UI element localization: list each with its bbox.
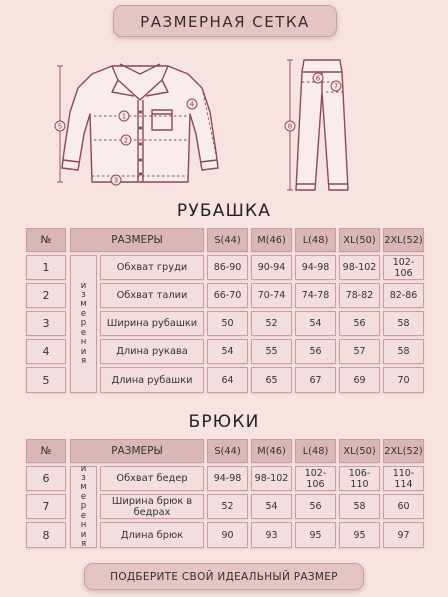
- side-label-letter: и: [80, 529, 87, 540]
- shirt-row-label: Ширина рубашки: [100, 311, 204, 336]
- shirt-cell: 98-102: [339, 255, 380, 280]
- shirt-row-label: Обхват талии: [100, 283, 204, 308]
- side-label-letter: е: [80, 308, 87, 319]
- shirt-marker-3: 3: [113, 176, 119, 185]
- pants-cell: 93: [251, 522, 292, 548]
- shirt-title: РУБАШКА: [176, 201, 272, 221]
- pants-row-no: 6: [26, 466, 66, 491]
- shirt-cell: 82-86: [383, 283, 424, 308]
- shirt-cell: 102-106: [383, 255, 424, 280]
- pants-cell: 95: [295, 522, 336, 548]
- pants-header-2xl: 2XL(52): [383, 439, 424, 463]
- pants-cell: 98-102: [251, 466, 292, 491]
- pants-row-no: 8: [26, 522, 66, 548]
- shirt-cell: 57: [339, 339, 380, 364]
- pants-cell: 52: [207, 494, 248, 519]
- side-label-letter: н: [80, 337, 87, 348]
- pants-header-s: S(44): [207, 439, 248, 463]
- side-label-letter: е: [80, 510, 87, 521]
- shirt-cell: 56: [339, 311, 380, 336]
- pants-row-label: Длина брюк: [100, 522, 204, 548]
- side-label-letter: и: [80, 463, 87, 474]
- shirt-marker-5: 5: [57, 122, 63, 131]
- page-title: РАЗМЕРНАЯ СЕТКА: [113, 5, 337, 37]
- pants-cell: 106-110: [339, 466, 380, 491]
- side-label-letter: м: [80, 299, 87, 310]
- shirt-row-label: Обхват груди: [100, 255, 204, 280]
- side-label-letter: з: [81, 290, 86, 301]
- shirt-cell: 54: [207, 339, 248, 364]
- shirt-header-xl: XL(50): [339, 228, 380, 252]
- shirt-header-no: №: [26, 228, 66, 252]
- shirt-row-label: Длина рукава: [100, 339, 204, 364]
- side-label-letter: р: [80, 501, 87, 512]
- shirt-cell: 58: [383, 339, 424, 364]
- side-label-letter: и: [80, 346, 87, 357]
- shirt-cell: 67: [295, 367, 336, 393]
- pants-row-no: 7: [26, 494, 66, 519]
- shirt-cell: 74-78: [295, 283, 336, 308]
- pants-cell: 56: [295, 494, 336, 519]
- pants-row-label: Ширина брюк в бедрах: [100, 494, 204, 519]
- side-label-letter: е: [80, 491, 87, 502]
- shirt-cell: 90-94: [251, 255, 292, 280]
- shirt-header-m: M(46): [251, 228, 292, 252]
- shirt-header-s: S(44): [207, 228, 248, 252]
- pants-header-l: L(48): [295, 439, 336, 463]
- pants-cell: 94-98: [207, 466, 248, 491]
- shirt-row-label: Длина рубашки: [100, 367, 204, 393]
- shirt-cell: 52: [251, 311, 292, 336]
- pants-header-sizes: РАЗМЕРЫ: [70, 439, 204, 463]
- pants-marker-8: 8: [287, 122, 293, 131]
- side-label-letter: е: [80, 327, 87, 338]
- shirt-row-no: 5: [26, 367, 66, 393]
- shirt-marker-2: 2: [123, 136, 129, 145]
- shirt-header-sizes: РАЗМЕРЫ: [70, 228, 204, 252]
- pants-cell: 90: [207, 522, 248, 548]
- shirt-cell: 56: [295, 339, 336, 364]
- shirt-row-no: 1: [26, 255, 66, 280]
- shirt-cell: 55: [251, 339, 292, 364]
- shirt-cell: 64: [207, 367, 248, 393]
- side-label-letter: р: [80, 318, 87, 329]
- side-label-letter: м: [80, 482, 87, 493]
- shirt-cell: 94-98: [295, 255, 336, 280]
- shirt-cell: 69: [339, 367, 380, 393]
- side-label-letter: з: [81, 473, 86, 484]
- side-label-letter: н: [80, 520, 87, 531]
- pants-header-no: №: [26, 439, 66, 463]
- pants-cell: 58: [339, 494, 380, 519]
- shirt-marker-1: 1: [121, 112, 127, 121]
- shirt-cell: 65: [251, 367, 292, 393]
- shirt-cell: 58: [383, 311, 424, 336]
- pants-side-label: [70, 463, 97, 549]
- pants-cell: 54: [251, 494, 292, 519]
- pants-cell: 60: [383, 494, 424, 519]
- shirt-illustration: [50, 52, 225, 192]
- shirt-cell: 54: [295, 311, 336, 336]
- shirt-row-no: 3: [26, 311, 66, 336]
- pants-marker-7: 7: [333, 82, 339, 91]
- pants-marker-6: 6: [315, 74, 321, 83]
- shirt-cell: 66-70: [207, 283, 248, 308]
- shirt-marker-4: 4: [189, 100, 195, 109]
- shirt-cell: 86-90: [207, 255, 248, 280]
- shirt-cell: 50: [207, 311, 248, 336]
- shirt-cell: 70: [383, 367, 424, 393]
- shirt-cell: 70-74: [251, 283, 292, 308]
- side-label-letter: я: [80, 355, 87, 366]
- pants-illustration: [282, 52, 362, 197]
- shirt-cell: 78-82: [339, 283, 380, 308]
- pants-title: БРЮКИ: [188, 412, 260, 432]
- shirt-side-label: [70, 255, 97, 393]
- shirt-row-no: 4: [26, 339, 66, 364]
- side-label-letter: я: [80, 538, 87, 549]
- pants-cell: 95: [339, 522, 380, 548]
- size-cta-banner: ПОДБЕРИТЕ СВОЙ ИДЕАЛЬНЫЙ РАЗМЕР: [84, 563, 364, 590]
- shirt-header-l: L(48): [295, 228, 336, 252]
- shirt-header-2xl: 2XL(52): [383, 228, 424, 252]
- side-label-letter: и: [80, 280, 87, 291]
- pants-cell: 97: [383, 522, 424, 548]
- pants-cell: 110-114: [383, 466, 424, 491]
- shirt-row-no: 2: [26, 283, 66, 308]
- pants-header-xl: XL(50): [339, 439, 380, 463]
- pants-header-m: M(46): [251, 439, 292, 463]
- pants-cell: 102-106: [295, 466, 336, 491]
- pants-row-label: Обхват бедер: [100, 466, 204, 491]
